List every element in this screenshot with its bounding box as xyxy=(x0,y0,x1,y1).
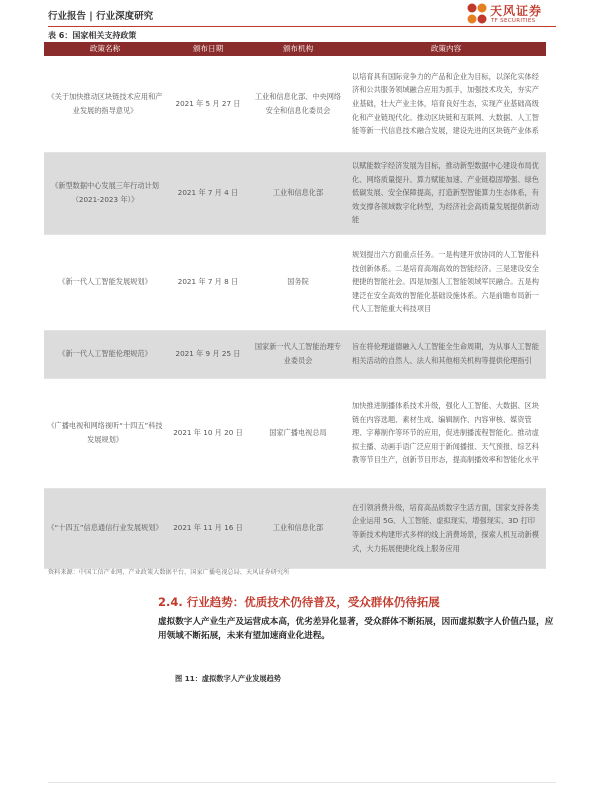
table-source-note: 资料来源：中国工信产业网、产业政策大数据平台、国家广播电视总局、天风证券研究所 xyxy=(48,569,290,576)
column-header-agency: 颁布机构 xyxy=(250,42,346,56)
table-caption: 表 6：国家相关支持政策 xyxy=(48,31,137,40)
table-header-row xyxy=(44,42,546,56)
policy-name-cell: 《关于加快推动区块链技术应用和产业发展的指导意见》 xyxy=(44,56,166,152)
column-header-content: 政策内容 xyxy=(346,42,546,56)
policy-content-cell: 旨在将伦理道德融入人工智能全生命周期，为从事人工智能相关活动的自然人、法人和其他相关机构等提供伦理指引 xyxy=(346,330,546,378)
table-row xyxy=(44,488,546,568)
company-logo xyxy=(466,2,556,32)
policy-content-cell: 以赋能数字经济发展为目标，推动新型数据中心建设布局优化、网络质量提升、算力赋能加速、产业链稳固增强、绿色低碳发展、安全保障提高，打造新型智能算力生态体系，有效支撑各领域数字化转型，为经济社会高质量发展提供新动能 xyxy=(346,152,546,234)
policy-agency-cell: 工业和信息化部 xyxy=(250,488,346,568)
policy-name-cell: 《新一代人工智能伦理规范》 xyxy=(44,330,166,378)
policy-content-cell: 以培育具有国际竞争力的产品和企业为目标，以深化实体经济和公共服务领域融合应用为抓手，加强技术攻关，夯实产业基础，壮大产业主体，培育良好生态，实现产业基础高级化和产业链现代化。推动区块链和互联网、大数据、人工智能等新一代信息技术融合发展，建设先进的区块链产业体系 xyxy=(346,56,546,152)
section-paragraph: 虚拟数字人产业生产及运营成本高，优劣差异化显著，受众群体不断拓展，因而虚拟数字人价值凸显，应用领域不断拓展，未来有望加速商业化进程。 xyxy=(158,617,554,641)
policy-date-cell: 2021 年 7 月 8 日 xyxy=(166,234,250,330)
policy-date-cell: 2021 年 5 月 27 日 xyxy=(166,56,250,152)
logo-subtext: TF SECURITIES xyxy=(491,18,536,24)
policy-agency-cell: 工业和信息化部、中央网络安全和信息化委员会 xyxy=(250,56,346,152)
policy-agency-cell: 国家新一代人工智能治理专业委员会 xyxy=(250,330,346,378)
policy-table xyxy=(44,42,546,569)
table-row xyxy=(44,56,546,152)
column-header-name: 政策名称 xyxy=(44,42,166,56)
policy-content-cell: 加快推进制播体系技术升级，强化人工智能、大数据、区块链在内容选题、素材生成、编辑制作、内容审核、媒资管理、字幕制作等环节的应用，促进制播流程智能化。推动虚拟主播、动画手语广泛应用于新闻播报、天气预报、综艺科教等节目生产，创新节目形态，提高制播效率和智能化水平 xyxy=(346,378,546,488)
policy-agency-cell: 国家广播电视总局 xyxy=(250,378,346,488)
table-row xyxy=(44,378,546,488)
policy-content-cell: 在引领消费升级，培育高品质数字生活方面，国家支持各类企业运用 5G、人工智能、虚拟现实、增强现实、3D 打印等新技术构建形式多样的线上消费场景，探索人机互动新模式，大力拓展便捷化线上服务应用 xyxy=(346,488,546,568)
header-title: 行业报告 | 行业深度研究 xyxy=(48,11,154,22)
policy-name-cell: 《“十四五”信息通信行业发展规划》 xyxy=(44,488,166,568)
section-heading: 2.4. 行业趋势：优质技术仍待普及，受众群体仍待拓展 xyxy=(158,595,440,609)
table-row xyxy=(44,234,546,330)
policy-name-cell: 《广播电视和网络视听“十四五”科技发展规划》 xyxy=(44,378,166,488)
table-row xyxy=(44,152,546,234)
page-header xyxy=(48,6,556,28)
footer-divider xyxy=(48,782,556,783)
logo-icon xyxy=(466,2,488,28)
policy-name-cell: 《新型数据中心发展三年行动计划（2021-2023 年）》 xyxy=(44,152,166,234)
table-row xyxy=(44,330,546,378)
policy-date-cell: 2021 年 10 月 20 日 xyxy=(166,378,250,488)
policy-date-cell: 2021 年 11 月 16 日 xyxy=(166,488,250,568)
policy-name-cell: 《新一代人工智能发展规划》 xyxy=(44,234,166,330)
policy-agency-cell: 工业和信息化部 xyxy=(250,152,346,234)
figure-caption: 图 11：虚拟数字人产业发展趋势 xyxy=(175,674,281,683)
policy-agency-cell: 国务院 xyxy=(250,234,346,330)
column-header-date: 颁布日期 xyxy=(166,42,250,56)
header-divider xyxy=(48,26,556,27)
logo-text: 天风证券 xyxy=(490,4,543,18)
policy-date-cell: 2021 年 9 月 25 日 xyxy=(166,330,250,378)
policy-date-cell: 2021 年 7 月 4 日 xyxy=(166,152,250,234)
policy-content-cell: 规划提出六方面重点任务。一是构建开放协同的人工智能科技创新体系。二是培育高端高效的智能经济。三是建设安全便捷的智能社会。四是加强人工智能领域军民融合。五是构建泛在安全高效的智能化基础设施体系。六是前瞻布局新一代人工智能重大科技项目 xyxy=(346,234,546,330)
